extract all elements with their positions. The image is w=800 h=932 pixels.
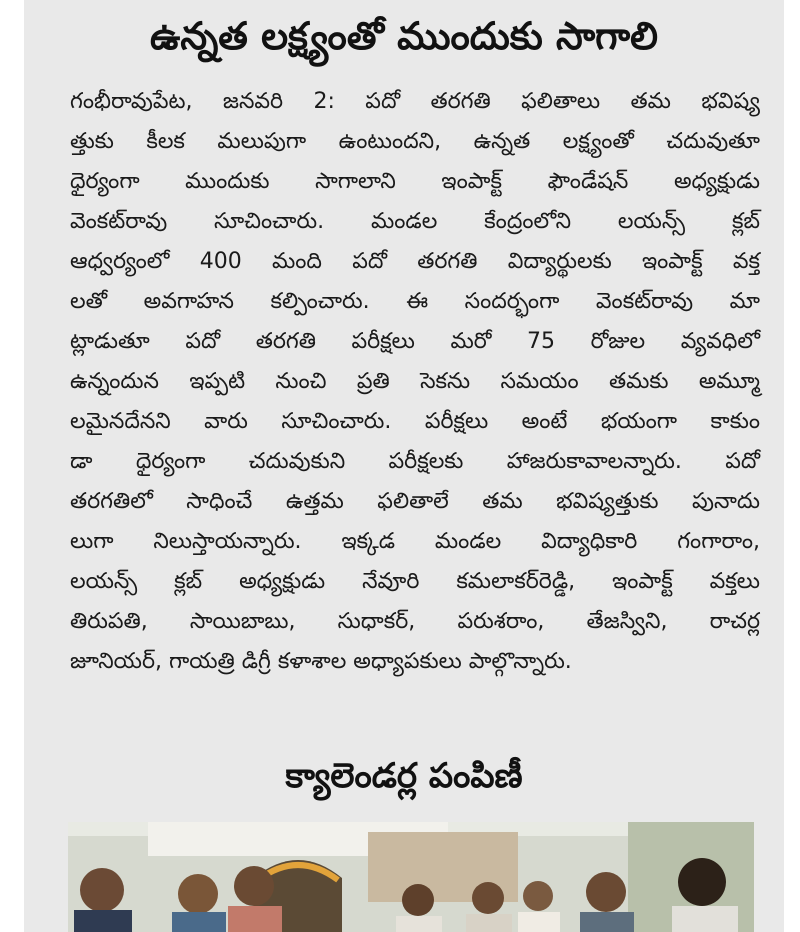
group-photo-illustration [68,822,754,932]
second-article-headline: క్యాలెండర్ల పంపిణీ [285,756,523,796]
body-line: లతో అవగాహన కల్పించారు. ఈ సందర్భంగా వెంకట్‌రావు మా [70,289,760,314]
body-line: తరగతిలో సాధించే ఉత్తమ ఫలితాలే తమ భవిష్యత్తుకు పునాదు [70,489,760,514]
body-line: లుగా నిలుస్తాయన్నారు. ఇక్కడ మండల విద్యాధికారి గంగారాం, [70,529,760,554]
page-margin-left [0,0,24,932]
body-line: డా ధైర్యంగా చదువుకుని పరీక్షలకు హాజరుకావాలన్నారు. పదో [70,449,760,474]
body-line: వెంకట్‌రావు సూచించారు. మండల కేంద్రంలోని లయన్స్ క్లబ్ [70,209,760,234]
body-line: జూనియర్, గాయత్రి డిగ్రీ కళాశాల అధ్యాపకులు పాల్గొన్నారు. [70,649,572,674]
body-line: ట్లాడుతూ పదో తరగతి పరీక్షలు మరో 75 రోజుల వ్యవధిలో [70,329,760,354]
article-body [70,82,760,682]
page-margin-right [784,0,800,932]
body-line: ఉన్నందున ఇప్పటి నుంచి ప్రతి సెకను సమయం తమకు అమ్మూ [70,369,760,394]
body-line: గంభీరావుపేట, జనవరి 2: పదో తరగతి ఫలితాలు తమ భవిష్య [70,89,760,114]
group-photo [68,822,754,932]
body-line: తిరుపతి, సాయిబాబు, సుధాకర్, పరుశరాం, తేజస్విని, రాచర్ల [70,609,760,634]
body-line: ధైర్యంగా ముందుకు సాగాలాని ఇంపాక్ట్ ఫౌండేషన్ అధ్యక్షుడు [70,169,760,194]
body-line: త్తుకు కీలక మలుపుగా ఉంటుందని, ఉన్నత లక్ష్యంతో చదువుతూ [70,129,760,154]
body-line: లయన్స్ క్లబ్ అధ్యక్షుడు నేవూరి కమలాకర్‌రెడ్డి, ఇంపాక్ట్ వక్తలు [70,569,760,594]
body-line: లమైనదేనని వారు సూచించారు. పరీక్షలు అంటే భయంగా కాకుం [70,409,760,434]
body-line: ఆధ్వర్యంలో 400 మంది పదో తరగతి విద్యార్థులకు ఇంపాక్ట్ వక్త [70,249,760,274]
article-headline: ఉన్నత లక్ష్యంతో ముందుకు సాగాలి [150,14,658,58]
